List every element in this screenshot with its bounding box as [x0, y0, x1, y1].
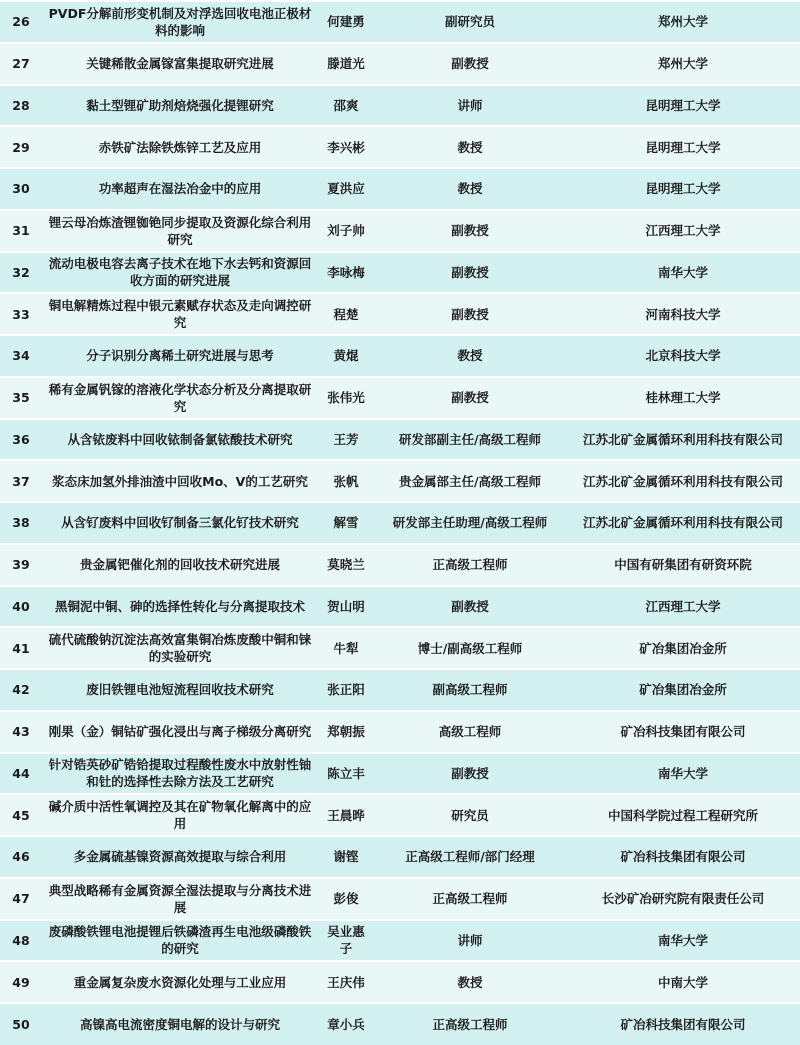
table-row	[0, 419, 800, 461]
table-row	[0, 85, 800, 127]
presenter-name: 贺山明	[318, 586, 374, 628]
table-row	[0, 544, 800, 586]
report-table-body	[0, 1, 800, 1045]
presenter-position: 研发部副主任/高级工程师	[374, 419, 566, 461]
presenter-institution: 南华大学	[566, 753, 800, 795]
presenter-position: 正高级工程师	[374, 544, 566, 586]
table-row	[0, 586, 800, 628]
presenter-institution: 江西理工大学	[566, 586, 800, 628]
row-number: 42	[0, 669, 42, 711]
presenter-institution: 矿冶科技集团有限公司	[566, 711, 800, 753]
presenter-institution: 南华大学	[566, 920, 800, 962]
presenter-position: 副高级工程师	[374, 669, 566, 711]
row-number: 35	[0, 377, 42, 419]
table-row	[0, 1003, 800, 1045]
row-number: 46	[0, 836, 42, 878]
presenter-position: 博士/副高级工程师	[374, 627, 566, 669]
presenter-position: 副教授	[374, 252, 566, 294]
row-number: 45	[0, 794, 42, 836]
presenter-institution: 郑州大学	[566, 1, 800, 43]
table-row	[0, 460, 800, 502]
presenter-position: 副教授	[374, 210, 566, 252]
report-title: 赤铁矿法除铁炼锌工艺及应用	[42, 126, 318, 168]
table-row	[0, 961, 800, 1003]
presenter-position: 正高级工程师/部门经理	[374, 836, 566, 878]
report-title: 分子识别分离稀土研究进展与思考	[42, 335, 318, 377]
presenter-position: 副教授	[374, 43, 566, 85]
presenter-institution: 矿冶集团冶金所	[566, 669, 800, 711]
presenter-institution: 桂林理工大学	[566, 377, 800, 419]
table-row	[0, 753, 800, 795]
presenter-institution: 江西理工大学	[566, 210, 800, 252]
row-number: 36	[0, 419, 42, 461]
report-title: 关键稀散金属镓富集提取研究进展	[42, 43, 318, 85]
row-number: 40	[0, 586, 42, 628]
report-title: 多金属硫基镍资源高效提取与综合利用	[42, 836, 318, 878]
row-number: 30	[0, 168, 42, 210]
presenter-position: 教授	[374, 168, 566, 210]
presenter-position: 教授	[374, 961, 566, 1003]
table-row	[0, 1, 800, 43]
presenter-position: 讲师	[374, 920, 566, 962]
report-title: 锂云母冶炼渣锂铷铯同步提取及资源化综合利用研究	[42, 210, 318, 252]
report-title: 针对锆英砂矿锆铪提取过程酸性废水中放射性铀和钍的选择性去除方法及工艺研究	[42, 753, 318, 795]
presenter-institution: 郑州大学	[566, 43, 800, 85]
row-number: 34	[0, 335, 42, 377]
table-row	[0, 210, 800, 252]
presenter-institution: 矿冶科技集团有限公司	[566, 836, 800, 878]
presenter-name: 牛犁	[318, 627, 374, 669]
presenter-name: 黄焜	[318, 335, 374, 377]
presenter-institution: 北京科技大学	[566, 335, 800, 377]
table-row	[0, 502, 800, 544]
presenter-name: 张帆	[318, 460, 374, 502]
presenter-institution: 中国有研集团有研资环院	[566, 544, 800, 586]
report-title: 铜电解精炼过程中银元素赋存状态及走向调控研究	[42, 293, 318, 335]
presenter-name: 王芳	[318, 419, 374, 461]
report-title: PVDF分解前形变机制及对浮选回收电池正极材料的影响	[42, 1, 318, 43]
row-number: 27	[0, 43, 42, 85]
row-number: 28	[0, 85, 42, 127]
presenter-position: 正高级工程师	[374, 1003, 566, 1045]
presenter-position: 讲师	[374, 85, 566, 127]
table-row	[0, 335, 800, 377]
table-row	[0, 878, 800, 920]
row-number: 47	[0, 878, 42, 920]
presenter-name: 王庆伟	[318, 961, 374, 1003]
presenter-position: 正高级工程师	[374, 878, 566, 920]
report-title: 重金属复杂废水资源化处理与工业应用	[42, 961, 318, 1003]
table-row	[0, 920, 800, 962]
report-title: 硫代硫酸钠沉淀法高效富集铜冶炼废酸中铜和铼的实验研究	[42, 627, 318, 669]
row-number: 49	[0, 961, 42, 1003]
report-title: 废旧铁锂电池短流程回收技术研究	[42, 669, 318, 711]
presenter-institution: 矿冶集团冶金所	[566, 627, 800, 669]
presenter-position: 研发部主任助理/高级工程师	[374, 502, 566, 544]
presenter-name: 滕道光	[318, 43, 374, 85]
row-number: 41	[0, 627, 42, 669]
report-title: 黏土型锂矿助剂焙烧强化提锂研究	[42, 85, 318, 127]
presenter-institution: 长沙矿冶研究院有限责任公司	[566, 878, 800, 920]
presenter-name: 何建勇	[318, 1, 374, 43]
row-number: 50	[0, 1003, 42, 1045]
presenter-institution: 江苏北矿金属循环利用科技有限公司	[566, 460, 800, 502]
presenter-name: 李兴彬	[318, 126, 374, 168]
report-title: 流动电极电容去离子技术在地下水去钙和资源回收方面的研究进展	[42, 252, 318, 294]
table-row	[0, 293, 800, 335]
row-number: 44	[0, 753, 42, 795]
table-row	[0, 168, 800, 210]
presenter-position: 教授	[374, 126, 566, 168]
presenter-position: 副教授	[374, 753, 566, 795]
presenter-position: 研究员	[374, 794, 566, 836]
presenter-name: 陈立丰	[318, 753, 374, 795]
presenter-position: 副教授	[374, 377, 566, 419]
report-title: 废磷酸铁锂电池提锂后铁磷渣再生电池级磷酸铁的研究	[42, 920, 318, 962]
presenter-position: 副教授	[374, 586, 566, 628]
report-title: 功率超声在湿法冶金中的应用	[42, 168, 318, 210]
report-title: 稀有金属钒镓的溶液化学状态分析及分离提取研究	[42, 377, 318, 419]
presenter-institution: 昆明理工大学	[566, 126, 800, 168]
table-row	[0, 669, 800, 711]
presenter-institution: 昆明理工大学	[566, 85, 800, 127]
report-title: 从含钌废料中回收钌制备三氯化钌技术研究	[42, 502, 318, 544]
row-number: 38	[0, 502, 42, 544]
report-title: 高镍高电流密度铜电解的设计与研究	[42, 1003, 318, 1045]
row-number: 26	[0, 1, 42, 43]
row-number: 29	[0, 126, 42, 168]
presenter-institution: 江苏北矿金属循环利用科技有限公司	[566, 502, 800, 544]
presenter-name: 解雪	[318, 502, 374, 544]
presenter-name: 李咏梅	[318, 252, 374, 294]
presenter-institution: 矿冶科技集团有限公司	[566, 1003, 800, 1045]
row-number: 43	[0, 711, 42, 753]
presenter-name: 王晨晔	[318, 794, 374, 836]
presenter-name: 张正阳	[318, 669, 374, 711]
presenter-position: 副教授	[374, 293, 566, 335]
presenter-name: 邵爽	[318, 85, 374, 127]
presenter-institution: 南华大学	[566, 252, 800, 294]
table-row	[0, 836, 800, 878]
presenter-institution: 中国科学院过程工程研究所	[566, 794, 800, 836]
row-number: 37	[0, 460, 42, 502]
presenter-name: 章小兵	[318, 1003, 374, 1045]
presenter-position: 副研究员	[374, 1, 566, 43]
row-number: 31	[0, 210, 42, 252]
presenter-institution: 河南科技大学	[566, 293, 800, 335]
row-number: 32	[0, 252, 42, 294]
table-row	[0, 252, 800, 294]
presenter-position: 贵金属部主任/高级工程师	[374, 460, 566, 502]
presenter-name: 程楚	[318, 293, 374, 335]
table-row	[0, 794, 800, 836]
table-row	[0, 627, 800, 669]
report-title: 浆态床加氢外排油渣中回收Mo、V的工艺研究	[42, 460, 318, 502]
row-number: 39	[0, 544, 42, 586]
report-title: 碱介质中活性氧调控及其在矿物氧化解离中的应用	[42, 794, 318, 836]
table-row	[0, 126, 800, 168]
presenter-position: 教授	[374, 335, 566, 377]
presenter-position: 高级工程师	[374, 711, 566, 753]
presenter-name: 张伟光	[318, 377, 374, 419]
presenter-institution: 昆明理工大学	[566, 168, 800, 210]
report-title: 从含铱废料中回收铱制备氯铱酸技术研究	[42, 419, 318, 461]
row-number: 33	[0, 293, 42, 335]
presenter-name: 吴业惠子	[318, 920, 374, 962]
presenter-name: 彭俊	[318, 878, 374, 920]
table-row	[0, 377, 800, 419]
presenter-institution: 中南大学	[566, 961, 800, 1003]
table-row	[0, 43, 800, 85]
report-title: 典型战略稀有金属资源全湿法提取与分离技术进展	[42, 878, 318, 920]
presenter-name: 谢铿	[318, 836, 374, 878]
row-number: 48	[0, 920, 42, 962]
report-title: 贵金属钯催化剂的回收技术研究进展	[42, 544, 318, 586]
report-title: 黑铜泥中铜、砷的选择性转化与分离提取技术	[42, 586, 318, 628]
presenter-name: 刘子帅	[318, 210, 374, 252]
presenter-name: 郑朝振	[318, 711, 374, 753]
presenter-name: 夏洪应	[318, 168, 374, 210]
presenter-name: 莫晓兰	[318, 544, 374, 586]
table-row	[0, 711, 800, 753]
presenter-institution: 江苏北矿金属循环利用科技有限公司	[566, 419, 800, 461]
report-title: 刚果（金）铜钴矿强化浸出与离子梯级分离研究	[42, 711, 318, 753]
